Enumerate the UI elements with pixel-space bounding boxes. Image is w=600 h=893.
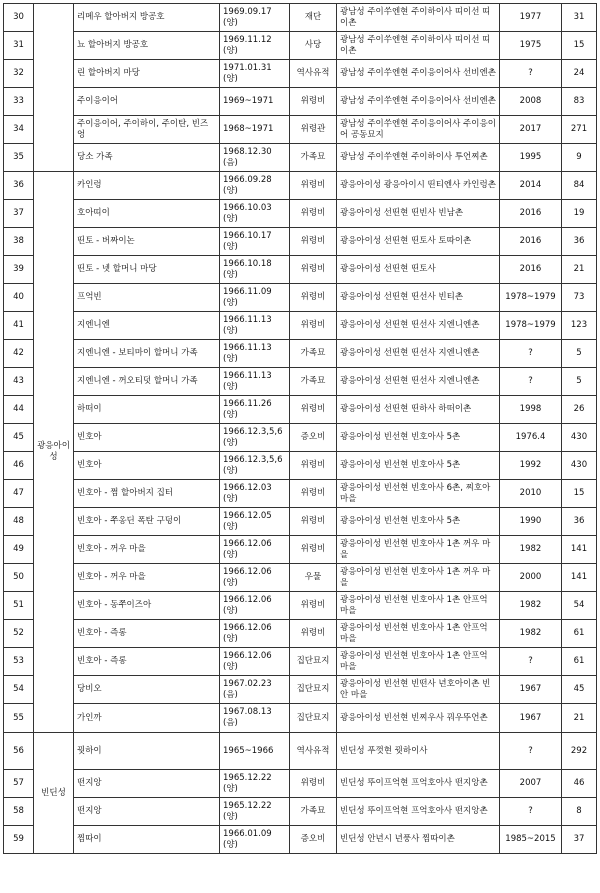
site-name: 가인까 [74,704,220,733]
incident-date: 1966.10.17(양) [220,228,290,256]
built-year: ? [500,340,562,368]
built-year: 1978~1979 [500,284,562,312]
row-number: 41 [4,312,34,340]
location: 광응아이성 빈선현 빈호아사 5촌 [337,508,500,536]
location: 빈딘성 뚜이프억현 프억호아사 떤지앙촌 [337,770,500,798]
table-row [4,648,597,676]
victim-count: 9 [562,144,597,172]
table-row [4,32,597,60]
memorial-type: 집단묘지 [290,648,337,676]
location: 광남성 주이쑤엔현 주이하이사 띠이선 띠이촌 [337,4,500,32]
row-number: 37 [4,200,34,228]
row-number: 48 [4,508,34,536]
location: 광응아이성 빈선현 빈호아사 6촌, 찌호아 마을 [337,480,500,508]
built-year: 2008 [500,88,562,116]
victim-count: 19 [562,200,597,228]
built-year: 1967 [500,676,562,704]
incident-date: 1966.11.13(양) [220,340,290,368]
row-number: 39 [4,256,34,284]
incident-date: 1967.02.23(음) [220,676,290,704]
table-row [4,452,597,480]
victim-count: 141 [562,564,597,592]
victim-count: 61 [562,648,597,676]
site-name: 꿧하이 [74,733,220,770]
built-year: 1990 [500,508,562,536]
incident-date: 1965.12.22(양) [220,770,290,798]
table-row [4,144,597,172]
incident-date: 1966.12.03(양) [220,480,290,508]
site-name: 빈호아 - 쭈옹딘 폭탄 구덩이 [74,508,220,536]
built-year: ? [500,733,562,770]
incident-date: 1966.12.06(양) [220,620,290,648]
site-name: 카인렁 [74,172,220,200]
table-row [4,396,597,424]
site-name: 빈호아 [74,424,220,452]
region-cell [34,4,74,172]
victim-count: 73 [562,284,597,312]
row-number: 44 [4,396,34,424]
victim-count: 36 [562,508,597,536]
memorial-type: 위령비 [290,452,337,480]
table-row [4,312,597,340]
victim-count: 271 [562,116,597,144]
site-name: 지엔니엔 - 보티마이 할머니 가족 [74,340,220,368]
row-number: 35 [4,144,34,172]
built-year: ? [500,60,562,88]
row-number: 59 [4,826,34,854]
memorial-type: 위령비 [290,284,337,312]
built-year: 2016 [500,256,562,284]
built-year: ? [500,648,562,676]
location: 광남성 주이쑤엔현 주이하이사 띠이선 띠이촌 [337,32,500,60]
location: 광응아이성 선띤현 띤빈사 빈남촌 [337,200,500,228]
incident-date: 1969~1971 [220,88,290,116]
site-name: 떤지앙 [74,798,220,826]
built-year: 2016 [500,200,562,228]
location: 빈딘성 뚜이프억현 프억호아사 떤지앙촌 [337,798,500,826]
victim-count: 5 [562,368,597,396]
location: 광응아이성 선띤현 띤토사 [337,256,500,284]
site-name: 빈호아 - 꺼우 마을 [74,536,220,564]
table-row [4,368,597,396]
location: 광남성 주이쑤엔현 주이응이어사 선비엔촌 [337,88,500,116]
location: 광응아이성 빈선현 빈호아사 1촌 안프억 마을 [337,648,500,676]
site-name: 찜따이 [74,826,220,854]
row-number: 55 [4,704,34,733]
memorial-type: 위령비 [290,312,337,340]
incident-date: 1966.12.06(양) [220,564,290,592]
memorial-type: 증오비 [290,424,337,452]
built-year: 2016 [500,228,562,256]
table-row [4,536,597,564]
table-row [4,620,597,648]
table-body [4,4,597,854]
victim-count: 61 [562,620,597,648]
victim-count: 21 [562,704,597,733]
memorial-type: 위령비 [290,480,337,508]
table-row [4,798,597,826]
memorial-type: 위령비 [290,620,337,648]
built-year: ? [500,368,562,396]
site-name: 빈호아 - 즉롱 [74,620,220,648]
row-number: 45 [4,424,34,452]
location: 광응아이성 광응아이시 띤티엔사 카인렁촌 [337,172,500,200]
table-row [4,172,597,200]
victim-count: 37 [562,826,597,854]
row-number: 42 [4,340,34,368]
table-row [4,88,597,116]
location: 빈딘성 안년시 년풍사 찜따이촌 [337,826,500,854]
memorial-type: 위령비 [290,172,337,200]
table-row [4,592,597,620]
site-name: 프억빈 [74,284,220,312]
incident-date: 1966.12.05(양) [220,508,290,536]
row-number: 40 [4,284,34,312]
location: 광응아이성 빈선현 빈호아사 1촌 안프억 마을 [337,592,500,620]
memorial-type: 우물 [290,564,337,592]
site-name: 리메우 할아버지 방공호 [74,4,220,32]
incident-date: 1966.11.13(양) [220,312,290,340]
site-name: 빈호아 - 즉롱 [74,648,220,676]
built-year: 1992 [500,452,562,480]
site-name: 빈호아 - 동쭈이즈아 [74,592,220,620]
memorial-type: 재단 [290,4,337,32]
memorial-type: 위령비 [290,536,337,564]
site-name: 당소 가족 [74,144,220,172]
location: 광남성 주이쑤엔현 주이응이어사 주이응이어 공동묘지 [337,116,500,144]
region-cell: 빈딘성 [34,733,74,854]
built-year: 2007 [500,770,562,798]
table-row [4,200,597,228]
location: 광응아이성 선띤현 띤선사 지엔니엔촌 [337,340,500,368]
victim-count: 430 [562,424,597,452]
location: 광응아이성 빈선현 빈호아사 5촌 [337,452,500,480]
table-row [4,4,597,32]
row-number: 32 [4,60,34,88]
memorial-type: 위령관 [290,116,337,144]
row-number: 46 [4,452,34,480]
memorial-type: 역사유적 [290,733,337,770]
built-year: 1977 [500,4,562,32]
row-number: 43 [4,368,34,396]
incident-date: 1966.11.09(양) [220,284,290,312]
row-number: 51 [4,592,34,620]
memorial-type: 위령비 [290,228,337,256]
table-row [4,508,597,536]
row-number: 38 [4,228,34,256]
victim-count: 123 [562,312,597,340]
row-number: 52 [4,620,34,648]
victim-count: 8 [562,798,597,826]
memorial-type: 가족묘 [290,144,337,172]
victim-count: 46 [562,770,597,798]
memorial-type: 집단묘지 [290,676,337,704]
memorial-type: 위령비 [290,88,337,116]
table-row [4,480,597,508]
table-row [4,116,597,144]
site-name: 뇨 할아버지 방공호 [74,32,220,60]
row-number: 31 [4,32,34,60]
site-name: 빈호아 - 꺼우 마을 [74,564,220,592]
row-number: 56 [4,733,34,770]
location: 광응아이성 빈선현 빈떤사 년호아이촌 빈안 마을 [337,676,500,704]
table-row [4,228,597,256]
site-name: 주이응이어, 주이하이, 주이탄, 빈즈엉 [74,116,220,144]
built-year: 1976.4 [500,424,562,452]
row-number: 57 [4,770,34,798]
region-cell: 광응아이성 [34,172,74,733]
memorial-type: 위령비 [290,592,337,620]
incident-date: 1971.01.31(양) [220,60,290,88]
built-year: ? [500,798,562,826]
table-row [4,733,597,770]
row-number: 30 [4,4,34,32]
massacre-sites-table [3,3,597,854]
built-year: 1975 [500,32,562,60]
victim-count: 292 [562,733,597,770]
victim-count: 24 [562,60,597,88]
row-number: 34 [4,116,34,144]
built-year: 1998 [500,396,562,424]
incident-date: 1965.12.22(양) [220,798,290,826]
memorial-type: 가족묘 [290,368,337,396]
victim-count: 36 [562,228,597,256]
incident-date: 1968~1971 [220,116,290,144]
memorial-type: 증오비 [290,826,337,854]
site-name: 떤지앙 [74,770,220,798]
location: 광응아이성 빈선현 빈호아사 1촌 안프억 마을 [337,620,500,648]
table-row [4,424,597,452]
victim-count: 83 [562,88,597,116]
site-name: 린 할아버지 마당 [74,60,220,88]
location: 광응아이성 선띤현 띤선사 빈티촌 [337,284,500,312]
memorial-type: 위령비 [290,508,337,536]
incident-date: 1966.09.28(양) [220,172,290,200]
incident-date: 1967.08.13(음) [220,704,290,733]
table-row [4,704,597,733]
location: 광남성 주이쑤엔현 주이하이사 투언찌촌 [337,144,500,172]
row-number: 33 [4,88,34,116]
row-number: 54 [4,676,34,704]
victim-count: 45 [562,676,597,704]
built-year: 1978~1979 [500,312,562,340]
location: 광남성 주이쑤엔현 주이응이어사 선비엔촌 [337,60,500,88]
incident-date: 1969.09.17(양) [220,4,290,32]
site-name: 빈호아 - 쩜 할아버지 집터 [74,480,220,508]
location: 광응아이성 빈선현 빈호아사 1촌 꺼우 마을 [337,564,500,592]
incident-date: 1966.01.09(양) [220,826,290,854]
location: 빈딘성 푸껏현 꿧하이사 [337,733,500,770]
location: 광응아이성 선띤현 띤하사 하떠이촌 [337,396,500,424]
table-row [4,60,597,88]
built-year: 1982 [500,592,562,620]
site-name: 띤토 - 버짜이논 [74,228,220,256]
table-row [4,256,597,284]
row-number: 36 [4,172,34,200]
built-year: 1985~2015 [500,826,562,854]
incident-date: 1966.12.06(양) [220,648,290,676]
victim-count: 5 [562,340,597,368]
table-row [4,284,597,312]
memorial-type: 위령비 [290,770,337,798]
row-number: 49 [4,536,34,564]
site-name: 띤토 - 넷 할머니 마당 [74,256,220,284]
incident-date: 1966.11.26(양) [220,396,290,424]
memorial-type: 위령비 [290,396,337,424]
site-name: 주이응이어 [74,88,220,116]
table-row [4,564,597,592]
site-name: 하떠이 [74,396,220,424]
site-name: 지엔니엔 - 꺼오티덧 할머니 가족 [74,368,220,396]
memorial-type: 역사유적 [290,60,337,88]
built-year: 2000 [500,564,562,592]
victim-count: 15 [562,480,597,508]
site-name: 호아띠이 [74,200,220,228]
memorial-type: 위령비 [290,256,337,284]
site-name: 당비오 [74,676,220,704]
built-year: 1995 [500,144,562,172]
row-number: 47 [4,480,34,508]
table-row [4,770,597,798]
incident-date: 1965~1966 [220,733,290,770]
victim-count: 54 [562,592,597,620]
built-year: 2017 [500,116,562,144]
victim-count: 26 [562,396,597,424]
victim-count: 21 [562,256,597,284]
victim-count: 430 [562,452,597,480]
row-number: 53 [4,648,34,676]
memorial-type: 가족묘 [290,798,337,826]
row-number: 58 [4,798,34,826]
incident-date: 1966.12.06(양) [220,536,290,564]
built-year: 1982 [500,620,562,648]
location: 광응아이성 빈선현 빈호아사 1촌 꺼우 마을 [337,536,500,564]
built-year: 1967 [500,704,562,733]
incident-date: 1968.12.30(음) [220,144,290,172]
incident-date: 1966.10.18(양) [220,256,290,284]
memorial-type: 가족묘 [290,340,337,368]
location: 광응아이성 선띤현 띤선사 지엔니엔촌 [337,368,500,396]
site-name: 지엔니엔 [74,312,220,340]
memorial-type: 집단묘지 [290,704,337,733]
location: 광응아이성 선띤현 띤토사 토따이촌 [337,228,500,256]
memorial-type: 위령비 [290,200,337,228]
table-row [4,826,597,854]
location: 광응아이성 선띤현 띤선사 지엔니엔촌 [337,312,500,340]
incident-date: 1966.12.06(양) [220,592,290,620]
incident-date: 1966.12.3,5,6 (양) [220,424,290,452]
victim-count: 84 [562,172,597,200]
incident-date: 1966.12.3,5,6 (양) [220,452,290,480]
table-row [4,340,597,368]
table-row [4,676,597,704]
location: 광응아이성 빈선현 빈찌우사 꿔우뚜언촌 [337,704,500,733]
victim-count: 31 [562,4,597,32]
incident-date: 1966.11.13(양) [220,368,290,396]
memorial-type: 사당 [290,32,337,60]
site-name: 빈호아 [74,452,220,480]
victim-count: 141 [562,536,597,564]
built-year: 2014 [500,172,562,200]
incident-date: 1969.11.12(양) [220,32,290,60]
incident-date: 1966.10.03(양) [220,200,290,228]
row-number: 50 [4,564,34,592]
built-year: 1982 [500,536,562,564]
victim-count: 15 [562,32,597,60]
location: 광응아이성 빈선현 빈호아사 5촌 [337,424,500,452]
built-year: 2010 [500,480,562,508]
